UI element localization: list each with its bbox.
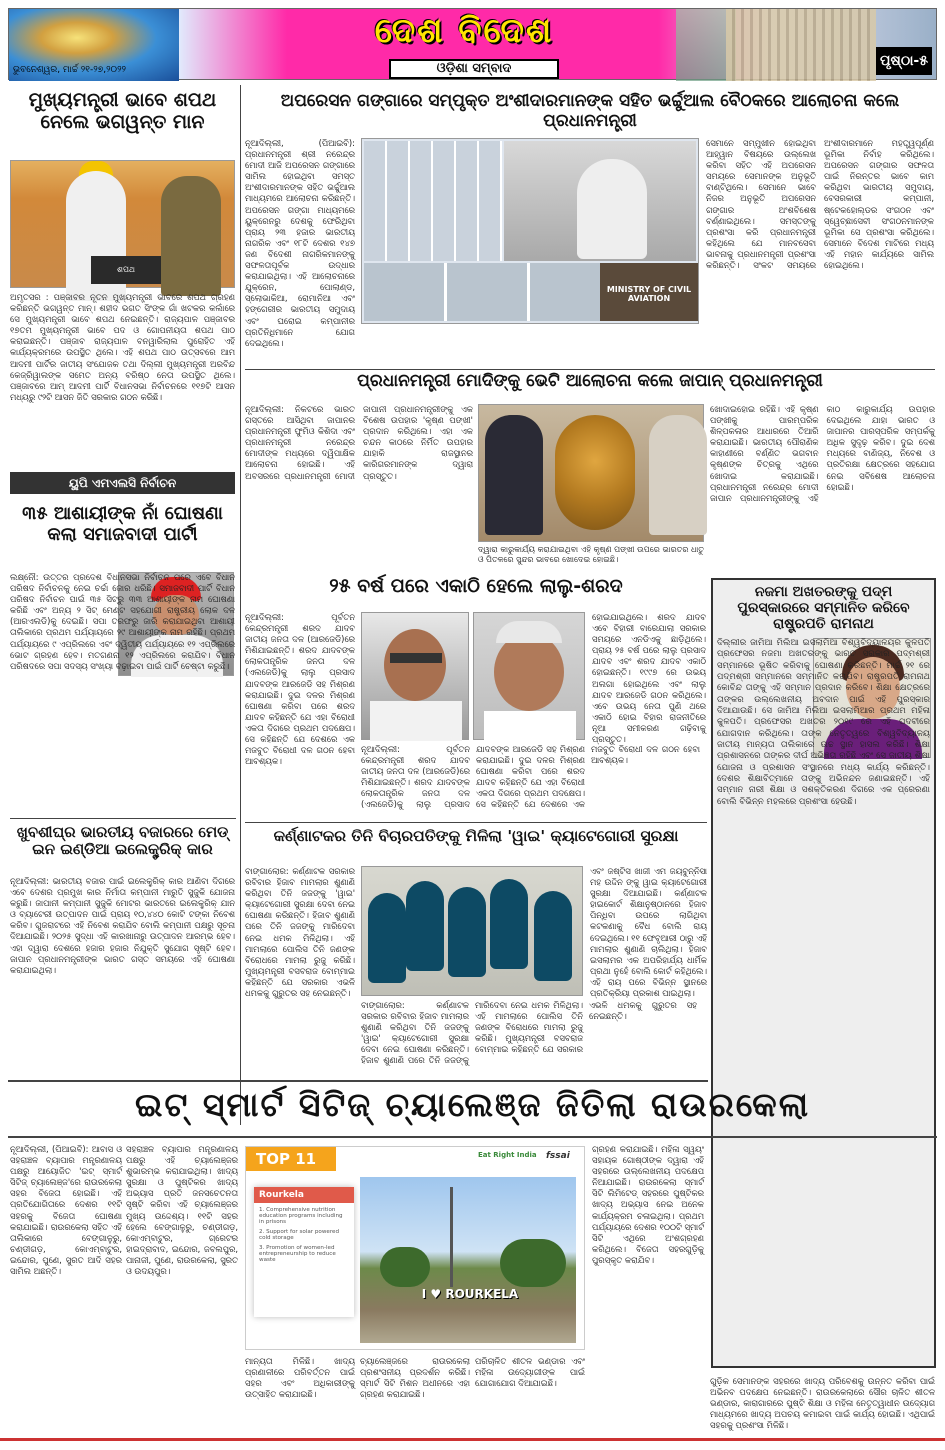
mann-body: ଅମୃତସର : ପଞ୍ଜାବର ନୂତନ ମୁଖ୍ୟମନ୍ତ୍ରୀ ଭାବରେ ଶପଥ ଗ୍ରହଣ କରିଛନ୍ତି ଭଗୱନ୍ତ ମାନ୍। ଶହୀଦ ଭଗତ ସିଂଙ୍କ ଗାଁ ଖଟକର କଲାଁରେ ସେ ମୁଖ୍ୟମନ୍ତ୍ରୀ ଭାବେ ଶପଥ ନେଇଛନ୍ତି। ରାଜ୍ୟପାଳ ପଞ୍ଜାବର ୧୭ତମ ମୁଖ୍ୟମନ୍ତ୍ରୀ ଭାବେ ପଦ ଓ ଗୋପନୀୟତା ଶପଥ ପାଠ କରାଇଛନ୍ତି। ପଞ୍ଜାବ ରାଜ୍ୟପାଳ ବନୱାରିଲାଲ ପୁରୋହିତ ଏହି କାର୍ଯ୍ୟକ୍ରମରେ ଉପସ୍ଥିତ ଥିଲେ। ଏହି ଶପଥ ପାଠ ଉତ୍ସବରେ ଆମ ଆଦମୀ ପାର୍ଟିର ଜାତୀୟ ସଂଯୋଜକ ତଥା ଦିଲ୍ଲୀ ମୁଖ୍ୟମନ୍ତ୍ରୀ ଅରବିନ୍ଦ କେଜ୍ରିୱାଲଙ୍କ ସମେତ ଅନ୍ୟ ବରିଷ୍ଠ ନେତା ଉପସ୍ଥିତ ଥିଲେ। ପଞ୍ଜାବରେ ଆମ୍ ଆଦମୀ ପାର୍ଟି ବିଧାନସଭା ନିର୍ବାଚନରେ ୧୧୭ଟି ଆସନ ମଧ୍ୟରୁ ୯୨ଟି ଆସନ ଜିତି ସରକାର ଗଠନ କରିଛି। (10, 292, 235, 402)
akhilesh-tag: ୟୁପି ଏମଏଲସି ନିର୍ବାଚନ (10, 472, 235, 494)
hijab-body-right: ଏବଂ ଜଷ୍ଟିସ ଖାଜୀ ଏମ ଜୟବୁନ୍ନିସା ମହ ଉଦ୍ଦିନ ଙ୍କୁ ୱାଇ କ୍ୟାଟେଗୋରୀ ସୁରକ୍ଷା ଦିଆଯାଇଛି। କର୍ଣ୍ଣାଟକ ହାଇକୋର୍ଟ ଶିକ୍ଷାନୁଷ୍ଠାନରେ ହିଜାବ ପିନ୍ଧିବା ଉପରେ ଲାଗିଥିବା କଟକଣାକୁ ବୈଧ ବୋଲି ରାୟ ଦେଇଥିଲେ। ୧୧ ଫେବୃଆରୀ ଠାରୁ ଏହି ମାମଲାର ଶୁଣାଣି ଚାଲିଥିଲା। ହିଜାବ ଇସଲାମର ଏକ ଅପରିହାର୍ଯ୍ୟ ଧାର୍ମିକ ପ୍ରଥା ନୁହେଁ ବୋଲି କୋର୍ଟ କହିଥିଲେ। ଏହି ରାୟ ପରେ ବିଭିନ୍ନ ସ୍ଥାନରେ ପ୍ରତିକ୍ରିୟା ପ୍ରକାଶ ପାଇଥିଲା। (590, 866, 707, 999)
point-1: 1. Comprehensive nutrition education programs including in prisons (259, 1207, 343, 1225)
akhilesh-headline: ୩୫ ଆଶାୟୀଙ୍କ ନାଁ ଘୋଷଣା କଲା ସମାଜବାଦୀ ପାର୍ଟୀ (22, 503, 223, 545)
dateline: ଭୁବନେଶ୍ୱର, ମାର୍ଚ୍ଚ ୨୧-୨୭,୨୦୨୨ (13, 65, 127, 75)
section-divider (245, 369, 935, 370)
lalu-photo (473, 612, 585, 740)
masthead (8, 8, 937, 80)
hijab-headline: କର୍ଣ୍ଣାଟକର ତିନି ବିଚାରପତିଙ୍କୁ ମିଳିଲା 'ୱାଇ' କ୍ୟାଟେଗୋରୀ ସୁରକ୍ଷା (273, 827, 679, 845)
rourkela-body-2: ସହରାଞ୍ଚଳ ବ୍ୟାପାର ମନ୍ତ୍ରଣାଳୟ ପକ୍ଷରୁ ଏହି ଚ୍ୟାଲେଞ୍ଜର ଶୁଭାରମ୍ଭ କରାଯାଇଥିଲା। ଖାଦ୍ୟ ସୁରକ୍ଷା ଓ ପୁଷ୍ଟିକର ଖାଦ୍ୟ ଅଭ୍ୟାସ ପ୍ରତି ଜନସଚେତନତା ସୃଷ୍ଟି କରିବା ଏହି ଚ୍ୟାଲେଞ୍ଜର ମୁଖ୍ୟ ଉଦ୍ଦେଶ୍ୟ। ୧୧ଟି ସହର ହେଲେ ବେଙ୍ଗାଳୁରୁ, ଚଣ୍ଡୀଗଡ଼, କୋଏମ୍ବାଟୁର, ଗ୍ରେଟର ହାଇଦ୍ରାବାଦ, ଇନ୍ଦୋର, ଜବଲପୁର, ପାନାଜୀ, ପୁଣେ, ରାଉରକେଲା, ସୁରତ ଓ ଉଦୟପୁର। (126, 1144, 238, 1277)
rourkela-headline: ଇଟ୍ ସ୍ମାର୍ଟ ସିଟିଜ୍ ଚ୍ୟାଲେଞ୍ଜ ଜିତିଲା ରାଉରକେଲା (135, 1085, 810, 1124)
rourkela-below-1: ମାନ୍ୟତା ମିଳିଛି। ଖାଦ୍ୟ ପ୍ରଣାଳୀରେ ପରିବର୍ତ୍ତନ ପାଇଁ ସହର ଏବଂ ଅଧିକାରୀଙ୍କୁ ଉତ୍ସାହିତ କରାଯାଇଛି। (245, 1356, 355, 1400)
lalu-body-right: ହୋଇଯାଇଥିଲେ। ଶରଦ ଯାଦବ ଏବେ ବିହାରୀ ବାରେଯାଲା ସରକାର ସମୟରେ ଏନଡିଏକୁ ଛାଡ଼ିଥିଲେ। ପ୍ରାୟ ୨୫ ବର୍ଷ ପରେ ଲାଲୁ ପ୍ରସାଦ ଯାଦବ ଏବଂ ଶରଦ ଯାଦବ ଏକାଠି ହୋଇଛନ୍ତି। ୧୯୯୭ ରେ ଉଭୟ ଅଲଗା ହୋଇଥିଲେ ଏବଂ ଲାଲୁ ଯାଦବ ଆରଜେଡି ଗଠନ କରିଥିଲେ। ଏବେ ଉଭୟ ନେତା ପୁଣି ଥରେ ଏକାଠି ହୋଇ ବିହାର ରାଜନୀତିରେ ନୂଆ ସମୀକରଣ ଗଢ଼ିବାକୁ ପ୍ରସ୍ତୁତ। (592, 612, 706, 745)
section-title: ଦେଶ ବିଦେଶ (374, 11, 554, 51)
rourkela-card (254, 1187, 354, 1317)
aviation-body-left: ନୂଆଦିଲ୍ଲୀ, (ପିଆଇବି): ପ୍ରଧାନମନ୍ତ୍ରୀ ଶ୍ରୀ ନରେନ୍ଦ୍ର ମୋଦୀ ଆଜି ଅପରେସନ ଗଙ୍ଗାରେ ସାମିଲ ହୋଇଥିବା ସମସ୍ତ ଅଂଶୀଦାରମାନଙ୍କ ସହିତ ଭର୍ଚ୍ଚୁଆଲ ମାଧ୍ୟମରେ ଆଲୋଚନା କରିଛନ୍ତି। ଅପରେସନ ଗଙ୍ଗା ମାଧ୍ୟମରେ ୟୁକ୍ରେନରୁ ଦେଶକୁ ଫେରିଥିବା ପ୍ରାୟ ୨୩ ହଜାର ଭାରତୀୟ ନାଗରିକ ଏବଂ ୧୮ଟି ଦେଶର ୧୪୭ ଜଣ ବିଦେଶୀ ନାଗରିକମାନଙ୍କୁ ସଫଳତାପୂର୍ବକ ଉଦ୍ଧାର କରାଯାଇଥିଲା। ଏହି ଆଲୋଚନାରେ ଯୁକ୍ରେନ, ପୋଲାଣ୍ଡ, ସ୍ଲୋଭାକିଆ, ରୋମାନିଆ ଏବଂ ହଙ୍ଗେରୀର ଭାରତୀୟ ସମୁଦାୟ ଏବଂ ଘରୋଇ କମ୍ପାନୀର ପ୍ରତିନିଧିମାନେ ଯୋଗ ଦେଇଥିଲେ। (245, 138, 355, 348)
lalu-body-left: ନୂଆଦିଲ୍ଲୀ: ପୂର୍ବତନ କେନ୍ଦ୍ରମନ୍ତ୍ରୀ ଶରଦ ଯାଦବ ଜାତୀୟ ଜନତା ଦଳ (ଆରଜେଡି)ରେ ମିଶିଯାଇଛନ୍ତି। ଶରଦ ଯାଦବଙ୍କ ଲୋକତାନ୍ତ୍ରିକ ଜନତା ଦଳ (ଏଲଜେଡି)କୁ ଲାଲୁ ପ୍ରସାଦ ଯାଦବଙ୍କ ଆରଜେଡି ସହ ମିଶ୍ରଣ କରାଯାଇଛି। ଦୁଇ ଦଳର ମିଶ୍ରଣ ଘୋଷଣା କରିବା ପରେ ଶରଦ ଯାଦବ କହିଛନ୍ତି ଯେ ଏହା ବିରୋଧୀ ଏକତା ଦିଗରେ ପ୍ରଥମ ପଦକ୍ଷେପ। ସେ କହିଛନ୍ତି ଯେ ଦେଶରେ ଏକ ମଜବୁତ ବିରୋଧୀ ଦଳ ଗଠନ ହେବା ଆବଶ୍ୟକ। (245, 612, 355, 767)
hijab-body-left: ବାଙ୍ଗାଲୋର: କର୍ଣ୍ଣାଟକ ସରକାର ରବିବାର ହିଜାବ ମାମଲାର ଶୁଣାଣି କରିଥିବା ତିନି ଜଜଙ୍କୁ 'ୱାଇ' କ୍ୟାଟେଗୋରୀ ସୁରକ୍ଷା ଦେବା ନେଇ ଘୋଷଣା କରିଛନ୍ତି। ହିଜାବ ଶୁଣାଣି ପରେ ତିନି ଜଜଙ୍କୁ ମାରିଦେବା ନେଇ ଧମକ ମିଳିଥିଲା। ଏହି ମାମଲାରେ ପୋଲିସ ତିନି ଜଣଙ୍କ ବିରୋଧରେ ମାମଲା ରୁଜୁ କରିଛି। ମୁଖ୍ୟମନ୍ତ୍ରୀ ବସବରାଜ ବୋମ୍ମାଇ କହିଛନ୍ତି ଯେ ସରକାର ଏଭଳି ଧମକକୁ ଗୁରୁତର ସହ ନେଇଛନ୍ତି। (245, 866, 355, 999)
aviation-headline: ଅପରେସନ ଗଙ୍ଗାରେ ସମ୍ପୃକ୍ତ ଅଂଶୀଦାରମାନଙ୍କ ସହିତ ଭର୍ଚ୍ଚୁଆଲ ବୈଠକରେ ଆଲୋଚନା କଲେ ପ୍ରଧାନମନ୍ତ୍ରୀ (280, 91, 900, 131)
lalu-headline: ୨୫ ବର୍ଷ ପରେ ଏକାଠି ହେଲେ ଲାଲୁ-ଶରଦ (329, 575, 623, 597)
rourkela-body-4: ଗୁଡ଼ିକ ସେମାନଙ୍କ ସହରରେ ଖାଦ୍ୟ ପରିବେଶକୁ ଉନ୍ନତ କରିବା ପାଇଁ ଅଭିନବ ପଦକ୍ଷେପ ନେଇଛନ୍ତି। ରାଉରକେଲାରେ ସୌର ଚାଳିତ ଶୀତଳ ଭଣ୍ଡାର, କାରାଗାରରେ ପୁଷ୍ଟି ଶିକ୍ଷା ଓ ମହିଳା ନେତୃତ୍ୱାଧୀନ ଉଦ୍ୟୋଗ ମାଧ୍ୟମରେ ଖାଦ୍ୟ ଅପଚୟ କମାଇବା ପାଇଁ କାର୍ଯ୍ୟ ହୋଇଛି। ଏଥିପାଇଁ ସହରକୁ ପ୍ରଶଂସା ମିଳିଛି। (710, 1376, 935, 1431)
page-bottom-rule (0, 1438, 945, 1441)
column-rule (240, 85, 241, 1125)
rourkela-panel (245, 1146, 585, 1350)
rourkela-sign: I ♥ ROURKELA (421, 1287, 519, 1301)
rourkela-below-2: ଚ୍ୟାଲେଞ୍ଜରେ ରାଉରକେଲା ପ୍ରଶଂସନୀୟ ପ୍ରଦର୍ଶନ କରିଛି। ସ୍ମାର୍ଟ ସିଟି ମିଶନ ଅଧୀନରେ ଏହା ଗ୍ରହଣ କରାଯାଇଛି। (360, 1356, 470, 1400)
top11-banner: TOP 11 (246, 1147, 336, 1171)
mann-headline: ମୁଖ୍ୟମନ୍ତ୍ରୀ ଭାବେ ଶପଥ ନେଲେ ଭଗୱନ୍ତ ମାନ (28, 89, 217, 133)
japan-photo (478, 404, 704, 542)
lalu-body-under: ନୂଆଦିଲ୍ଲୀ: ପୂର୍ବତନ କେନ୍ଦ୍ରମନ୍ତ୍ରୀ ଶରଦ ଯାଦବ ଜାତୀୟ ଜନତା ଦଳ (ଆରଜେଡି)ରେ ମିଶିଯାଇଛନ୍ତି। ଶରଦ ଯାଦବଙ୍କ ଲୋକତାନ୍ତ୍ରିକ ଜନତା ଦଳ (ଏଲଜେଡି)କୁ ଲାଲୁ ପ୍ରସାଦ ଯାଦବଙ୍କ ଆରଜେଡି ସହ ମିଶ୍ରଣ କରାଯାଇଛି। ଦୁଇ ଦଳର ମିଶ୍ରଣ ଘୋଷଣା କରିବା ପରେ ଶରଦ ଯାଦବ କହିଛନ୍ତି ଯେ ଏହା ବିରୋଧୀ ଏକତା ଦିଗରେ ପ୍ରଥମ ପଦକ୍ଷେପ। ସେ କହିଛନ୍ତି ଯେ ଦେଶରେ ଏକ ମଜବୁତ ବିରୋଧୀ ଦଳ ଗଠନ ହେବା ଆବଶ୍ୟକ। (361, 744, 700, 810)
parliament-graphic (726, 9, 876, 81)
section-divider (8, 1136, 937, 1138)
section-subtitle: ଓଡ଼ିଶା ସମ୍ବାଦ (389, 59, 559, 79)
sharad-photo (361, 612, 469, 740)
japan-body-left: ନୂଆଦିଲ୍ଲୀ: ନିକଟରେ ଭାରତ ଗସ୍ତରେ ଆସିଥିବା ଜାପାନର ପ୍ରଧାନମନ୍ତ୍ରୀ ଫୁମିଓ କିଶିଦା ଏବଂ ପ୍ରଧାନମନ୍ତ୍ରୀ ନରେନ୍ଦ୍ର ମୋଦୀଙ୍କ ମଧ୍ୟରେ ଦ୍ୱିପାକ୍ଷିକ ଆଲୋଚନା ହୋଇଛି। ଏହି ଅବସରରେ ପ୍ରଧାନମନ୍ତ୍ରୀ ମୋଦୀ ଜାପାନୀ ପ୍ରଧାନମନ୍ତ୍ରୀଙ୍କୁ ଏକ ବିଶେଷ ଉପହାର 'କୃଷ୍ଣ ପଙ୍ଖୀ' ପ୍ରଦାନ କରିଥିଲେ। ଏହା ଏକ ଚନ୍ଦନ କାଠରେ ନିର୍ମିତ ଉପହାର ଯାହାକି ରାଜସ୍ଥାନର କାରିଗରମାନଙ୍କ ଦ୍ୱାରା ପ୍ରସ୍ତୁତ। (245, 404, 473, 481)
section-divider (8, 1080, 708, 1082)
mann-photo-board: ଶପଥ (91, 256, 161, 284)
city-label: Rourkela (254, 1187, 354, 1203)
point-2: 2. Support for solar powered cold storage (259, 1229, 340, 1241)
aviation-photo (361, 138, 699, 324)
rourkela-body-3: ଗ୍ରହଣ କରାଯାଇଛି। ମହିଳା ସ୍ୱୟଂ ସହାୟକ ଗୋଷ୍ଠୀଙ୍କ ଦ୍ୱାରା ଏହି ସହରରେ ଉଲ୍ଲେଖନୀୟ ପଦକ୍ଷେପ ନିଆଯାଇଛି। ରାଉରକେଲା ସ୍ମାର୍ଟ ସିଟି ଲିମିଟେଡ୍ ସହରରେ ପୁଷ୍ଟିକର ଖାଦ୍ୟ ଅଭ୍ୟାସ ନେଇ ଅନେକ କାର୍ଯ୍ୟକ୍ରମ ଚଳାଇଥିଲା। ପ୍ରଥମ ପର୍ଯ୍ୟାୟରେ ଦେଶର ୧୦୦ଟି ସ୍ମାର୍ଟ ସିଟି ଏଥିରେ ଅଂଶଗ୍ରହଣ କରିଥିଲେ। ବିଜେତା ସହରଗୁଡ଼ିକୁ ପୁରସ୍କୃତ କରାଯିବ। (592, 1144, 704, 1265)
aviation-sign: MINISTRY OF CIVIL AVIATION (600, 263, 698, 321)
mann-photo (10, 160, 235, 288)
fssai-logo: fssai (546, 1151, 570, 1161)
hijab-body-under: ବାଙ୍ଗାଲୋର: କର୍ଣ୍ଣାଟକ ସରକାର ରବିବାର ହିଜାବ ମାମଲାର ଶୁଣାଣି କରିଥିବା ତିନି ଜଜଙ୍କୁ 'ୱାଇ' କ୍ୟାଟେଗୋରୀ ସୁରକ୍ଷା ଦେବା ନେଇ ଘୋଷଣା କରିଛନ୍ତି। ହିଜାବ ଶୁଣାଣି ପରେ ତିନି ଜଜଙ୍କୁ ମାରିଦେବା ନେଇ ଧମକ ମିଳିଥିଲା। ଏହି ମାମଲାରେ ପୋଲିସ ତିନି ଜଣଙ୍କ ବିରୋଧରେ ମାମଲା ରୁଜୁ କରିଛି। ମୁଖ୍ୟମନ୍ତ୍ରୀ ବସବରାଜ ବୋମ୍ମାଇ କହିଛନ୍ତି ଯେ ସରକାର ଏଭଳି ଧମକକୁ ଗୁରୁତର ସହ ନେଇଛନ୍ତି। (361, 1000, 697, 1066)
page-number: ପୃଷ୍ଠା-୫ (876, 47, 932, 75)
japan-caption: ଦ୍ୱାରା କାରୁକାର୍ଯ୍ୟ କରାଯାଇଥିବା ଏହି କୃଷ୍ଣ ପଙ୍ଖୀ ଉପରେ ଭାରତର ଧାତୁ ଓ ପିତଳରେ ସୁନ୍ଦର ଭାବରେ ଖୋଦେଇ ହୋଇଛି। (478, 545, 704, 565)
najma-body: ଦିଲ୍ଲୀର ଜାମିଆ ମିଲିଆ ଇସଲାମିଆ ବିଶ୍ୱବିଦ୍ୟାଳୟର କୁଳପତି ପ୍ରଫେସର ନଜମା ଅଖତରଙ୍କୁ ଭାରତ ସରକାର ପଦ୍ମଶ୍ରୀ ସମ୍ମାନରେ ଭୂଷିତ କରିବାକୁ ଘୋଷଣା କରିଛନ୍ତି। ମାର୍ଚ୍ଚ ୨୧ ରେ ପଦ୍ମଶ୍ରୀ ସମ୍ମାନରେ ସମ୍ମାନିତ କରାଯିବ। ରାଷ୍ଟ୍ରପତି ରାମନାଥ କୋବିନ୍ଦ ତାଙ୍କୁ ଏହି ସମ୍ମାନ ପ୍ରଦାନ କରିବେ। ଶିକ୍ଷା କ୍ଷେତ୍ରରେ ତାଙ୍କର ଉଲ୍ଲେଖନୀୟ ଅବଦାନ ପାଇଁ ଏହି ପୁରସ୍କାର ଦିଆଯାଉଛି। ସେ ଜାମିଆ ମିଲିଆ ଇସଲାମିଆର ପ୍ରଥମ ମହିଳା କୁଳପତି। ପ୍ରଫେସର ଅଖତର ୨୦୧୯ ରେ ଏହି ପଦବୀରେ ଯୋଗଦାନ କରିଥିଲେ। ତାଙ୍କ ନେତୃତ୍ୱରେ ବିଶ୍ୱବିଦ୍ୟାଳୟ ଜାତୀୟ ମାନ୍ୟତା ତାଲିକାରେ ଉଚ୍ଚ ସ୍ଥାନ ହାସଲ କରିଛି। ଶିକ୍ଷା ପ୍ରଶାସନରେ ତାଙ୍କର ଦୀର୍ଘ ଅଭିଜ୍ଞତା ରହିଛି ଏବଂ ସେ ଜାତୀୟ ଶିକ୍ଷା ଯୋଜନା ଓ ପ୍ରଶାସନ ସଂସ୍ଥାନରେ ମଧ୍ୟ କାର୍ଯ୍ୟ କରିଛନ୍ତି। ଦେଶର ଶିକ୍ଷାବିତ୍ମାନେ ତାଙ୍କୁ ଅଭିନନ୍ଦନ ଜଣାଇଛନ୍ତି। ଏହି ସମ୍ମାନ ନାରୀ ଶିକ୍ଷା ଓ ସଶକ୍ତିକରଣ ଦିଗରେ ଏକ ପ୍ରେରଣା ବୋଲି ବିଭିନ୍ନ ମହଲରେ ପ୍ରଶଂସା ହେଉଛି। (717, 638, 930, 807)
rourkela-below-3: ପରିଚାଳିତ ଶୀତଳ ଭଣ୍ଡାର ଏବଂ ମହିଳା ଉଦ୍ୟୋଗୀଙ୍କ ପାଇଁ ଯୋଗାଯୋଗ ଦିଆଯାଇଛି। (475, 1356, 585, 1389)
maruti-headline: ଖୁବଶୀଘ୍ର ଭାରତୀୟ ବଜାରରେ ମେଡ୍ ଇନ ଇଣ୍ଡିଆ ଇଲେକ୍ଟ୍ରିକ୍ କାର (16, 823, 229, 859)
point-3: 3. Promotion of women-led entrepreneurship to reduce waste (259, 1245, 336, 1263)
japan-headline: ପ୍ରଧାନମନ୍ତ୍ରୀ ମୋଦିଙ୍କୁ ଭେଟି ଆଲୋଚନା କଲେ ଜାପାନ୍ ପ୍ରଧାନମନ୍ତ୍ରୀ (357, 371, 823, 391)
hijab-photo (361, 866, 583, 996)
eatright-logo: Eat Right India (478, 1151, 537, 1159)
aviation-body-right: ସେମାନେ ସମ୍ମୁଖୀନ ହୋଇଥିବା ଆହ୍ୱାନ ବିଷୟରେ ଉଲ୍ଲେଖ କରିବା ସହିତ ଏହି ଅପରେସନ ସମୟରେ ସେମାନଙ୍କ ଅନୁଭୂତି ବାଣ୍ଟିଥିଲେ। ସେମାନେ ଭାବେ ନିଜର ଅନୁଭୂତି ଅପରେସନ ଗଙ୍ଗାର ଅଂଶବିଶେଷ ବର୍ଣ୍ଣାଇଥିଲେ। ସମସ୍ତଙ୍କୁ ପ୍ରଶଂସା କରି ପ୍ରଧାନମନ୍ତ୍ରୀ କହିଥିଲେ ଯେ ମାନବସେବା ଭାବନାକୁ ପ୍ରଧାନମନ୍ତ୍ରୀ ପ୍ରଶଂସା କରିଛନ୍ତି। ସଂକଟ ସମୟରେ ଅଂଶୀଦାରମାନେ ମହତ୍ତ୍ୱପୂର୍ଣ୍ଣ ଭୂମିକା ନିର୍ବାହ କରିଥିଲେ। ଅପରେସନ ଗଙ୍ଗାର ସଫଳତା ପାଇଁ ନିରନ୍ତର ଭାବେ କାମ କରିଥିବା ଭାରତୀୟ ସମୁଦାୟ, ବେସରକାରୀ କମ୍ପାନୀ, ଷ୍ଟେକହୋଲ୍ଡର ସଂଗଠନ ଏବଂ ସ୍ୱେଚ୍ଛାସେବୀ ସଂଗଠନମାନଙ୍କ ଭୂମିକା ସେ ପ୍ରଶଂସା କରିଥିଲେ। ସେମାନେ ବିଦେଶ ମାଟିରେ ମଧ୍ୟ ଏହି ମହାନ କାର୍ଯ୍ୟରେ ସାମିଲ ହୋଇଥିଲେ। (706, 138, 934, 271)
section-divider (10, 818, 236, 819)
akhilesh-body: ଲକ୍ଷ୍ନୌ: ଉତ୍ତର ପ୍ରଦେଶ ବିଧାନସଭା ନିର୍ବାଚନ ପରେ ଏବେ ବିଧାନ ପରିଷଦ ନିର୍ବାଚନକୁ ନେଇ ଚର୍ଚ୍ଚା ଜୋର ଧରିଛି। ସମାଜବାଦୀ ପାର୍ଟି ବିଧାନ ପରିଷଦ ନିର୍ବାଚନ ପାଇଁ ୩୫ ସିଟ୍ରୁ ୩୩ ଆଶାୟୀଙ୍କ ନାମ ଘୋଷଣା କରିଛି ଏବଂ ଅନ୍ୟ ୨ ସିଟ୍ ମେଣ୍ଟ ସହଯୋଗୀ ରାଷ୍ଟ୍ରୀୟ ଲୋକ ଦଳ (ଆରଏଲଡି)କୁ ଦେଇଛି। ସପା ତରଫରୁ ଜାରି କରାଯାଇଥିବା ଆଶାୟୀ ତାଲିକାରେ ପ୍ରଥମ ପର୍ଯ୍ୟାୟରେ ୨୯ ଆଶାୟୀଙ୍କ ନାମ ରହିଛି। ପ୍ରଥମ ପର୍ଯ୍ୟାୟରେ ୯ ଏପ୍ରିଲରେ ଏବଂ ଦ୍ୱିତୀୟ ପର୍ଯ୍ୟାୟରେ ୧୨ ଏପ୍ରିଲରେ ଭୋଟ ଗ୍ରହଣ ହେବ। ମତଗଣନା ୧୨ ଏପ୍ରିଲରେ କରାଯିବ। ବିଧାନ ପରିଷଦରେ ସପା ସଦସ୍ୟ ସଂଖ୍ୟା ବଢ଼ାଇବା ପାଇଁ ପାର୍ଟି ଚେଷ୍ଟା କରୁଛି। (10, 572, 235, 671)
rourkela-body-1: ନୂଆଦିଲ୍ଲୀ, (ପିଆଇବି): ଆବାସ ଓ ସହରାଞ୍ଚଳ ବ୍ୟାପାର ମନ୍ତ୍ରଣାଳୟ ପକ୍ଷରୁ ଆୟୋଜିତ 'ଇଟ୍ ସ୍ମାର୍ଟ ସିଟିଜ୍ ଚ୍ୟାଲେଞ୍ଜ'ରେ ରାଉରକେଲା ସହର ବିଜେତା ହୋଇଛି। ଏହି ପ୍ରତିଯୋଗିତାରେ ଦେଶର ୧୧ଟି ସହରକୁ ବିଜେତା ଘୋଷଣା କରାଯାଇଛି। ରାଉରକେଲା ସହିତ ଏହି ତାଲିକାରେ ବେଙ୍ଗାଳୁରୁ, ଚଣ୍ଡୀଗଡ଼, କୋଏମ୍ବାଟୁର, ଇନ୍ଦୋର, ପୁଣେ, ସୁରତ ଆଦି ସହର ସାମିଲ ଅଛନ୍ତି। (10, 1144, 122, 1277)
najma-headline: ନଜମା ଅଖତରଙ୍କୁ ପଦ୍ମ ପୁରସ୍କାରରେ ସମ୍ମାନିତ କରିବେ ରାଷ୍ଟ୍ରପତି ରାମନାଥ (737, 584, 910, 633)
najma-box (711, 578, 936, 1368)
section-divider (245, 822, 707, 823)
rourkela-city-photo (360, 1177, 576, 1343)
japan-body-right: ଖୋଦାଇହୋଇ ରହିଛି। ଏହି କୃଷ୍ଣ ପଙ୍ଖୀକୁ ପାରମ୍ପରିକ ଶିଳ୍ପକଳାର ଆଧାରରେ ତିଆରି କରାଯାଇଛି। ଭାରତୀୟ ପୌରାଣିକ କାହାଣୀରେ ବର୍ଣ୍ଣିତ ଭଗବାନ କୃଷ୍ଣଙ୍କ ଚିତ୍ରକୁ ଏଥିରେ ଖୋଦାଇ କରାଯାଇଛି। ପ୍ରଧାନମନ୍ତ୍ରୀ ନରେନ୍ଦ୍ର ମୋଦୀ ଜାପାନ ପ୍ରଧାନମନ୍ତ୍ରୀଙ୍କୁ ଏହି କାଠ କାରୁକାର୍ଯ୍ୟ ଉପହାର ଦେଇଥିଲେ ଯାହା ଭାରତ ଓ ଜାପାନର ପାରସ୍ପରିକ ସମ୍ପର୍କକୁ ଅଧିକ ସୁଦୃଢ଼ କରିବ। ଦୁଇ ଦେଶ ମଧ୍ୟରେ ବାଣିଜ୍ୟ, ନିବେଶ ଓ ପ୍ରତିରକ୍ଷା କ୍ଷେତ୍ରରେ ସହଯୋଗ ନେଇ ସବିଶେଷ ଆଲୋଚନା ହୋଇଛି। (710, 404, 935, 503)
maruti-body: ନୂଆଦିଲ୍ଲୀ: ଭାରତୀୟ ବଜାର ପାଇଁ ଇଲେକ୍ଟ୍ରିକ୍ କାର ଆଣିବା ଦିଗରେ ଏବେ ଦେଶର ପ୍ରମୁଖ କାର ନିର୍ମାତା କମ୍ପାନୀ ମାରୁତି ସୁଜୁକି ଯୋଜନା କରୁଛି। ଜାପାନୀ କମ୍ପାନୀ ସୁଜୁକି ମୋଟର ଭାରତରେ ଇଲେକ୍ଟ୍ରିକ୍ ଯାନ ଓ ବ୍ୟାଟେରୀ ଉତ୍ପାଦନ ପାଇଁ ପ୍ରାୟ ୧୦,୪୪୦ କୋଟି ଟଙ୍କା ନିବେଶ କରିବ। ଗୁଜରାଟରେ ଏହି ନିବେଶ କରାଯିବ ବୋଲି କମ୍ପାନୀ ପକ୍ଷରୁ ସୂଚନା ଦିଆଯାଇଛି। ୨୦୨୫ ସୁଦ୍ଧା ଏହି କାରଖାନାରୁ ଉତ୍ପାଦନ ଆରମ୍ଭ ହେବ। ଏହା ଦ୍ୱାରା ଦେଶରେ ହଜାର ହଜାର ନିଯୁକ୍ତି ସୁଯୋଗ ସୃଷ୍ଟି ହେବ। ଜାପାନ ପ୍ରଧାନମନ୍ତ୍ରୀଙ୍କ ଭାରତ ଗସ୍ତ ସମୟରେ ଏହି ଘୋଷଣା କରାଯାଇଥିଲା। (10, 876, 235, 975)
